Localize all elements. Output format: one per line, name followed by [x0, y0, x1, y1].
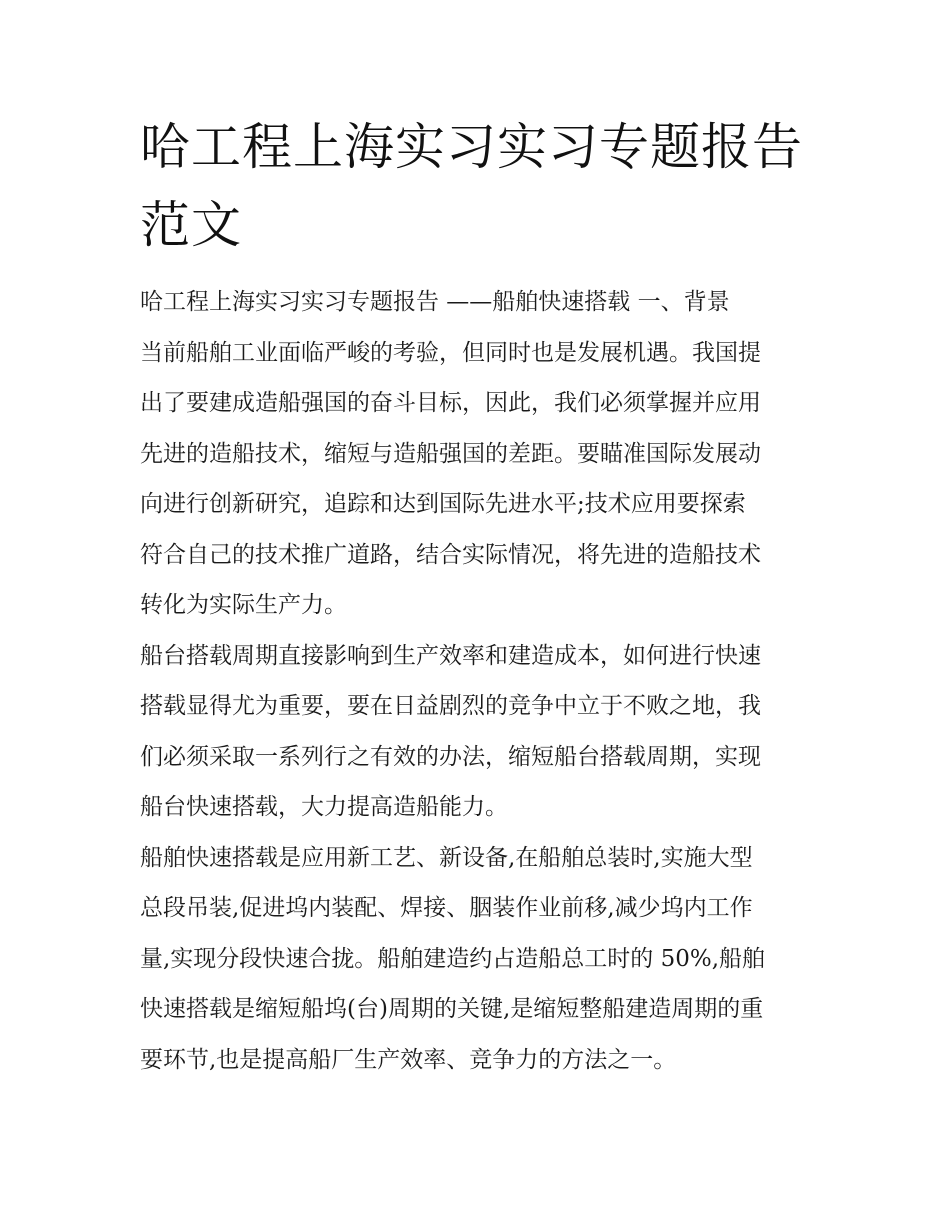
- body-line: 量,实现分段快速合拢。船舶建造约占造船总工时的 50%,船舶: [140, 945, 766, 972]
- body-line: 符合自己的技术推广道路，结合实际情况，将先进的造船技术: [140, 541, 761, 568]
- body-line: 哈工程上海实习实习专题报告 ——船舶快速搭载 一、背景: [140, 289, 730, 315]
- title-line-1: 哈工程上海实习实习专题报告: [140, 118, 803, 176]
- body-line: 们必须采取一系列行之有效的办法，缩短船台搭载周期，实现: [140, 743, 761, 770]
- body-line: 转化为实际生产力。: [140, 592, 347, 618]
- body-line: 总段吊装,促进坞内装配、焊接、胭装作业前移,减少坞内工作: [140, 895, 753, 921]
- title-line-2: 范文: [140, 196, 242, 254]
- body-line: 船台快速搭载，大力提高造船能力。: [140, 794, 508, 820]
- body-line: 当前船舶工业面临严峻的考验，但同时也是发展机遇。我国提: [140, 339, 761, 366]
- body-line: 船舶快速搭载是应用新工艺、新设备,在船舶总装时,实施大型: [140, 844, 753, 871]
- body-line: 搭载显得尤为重要，要在日益剧烈的竞争中立于不败之地，我: [140, 693, 761, 719]
- body-line: 先进的造船技术，缩短与造船强国的差距。要瞄准国际发展动: [140, 440, 761, 467]
- document-title: [140, 108, 840, 264]
- body-line: 要环节,也是提高船厂生产效率、竞争力的方法之一。: [140, 1046, 677, 1073]
- body-line: 向进行创新研究，追踪和达到国际先进水平;技术应用要探索: [140, 491, 746, 517]
- body-line: 船台搭载周期直接影响到生产效率和建造成本，如何进行快速: [140, 642, 761, 669]
- body-line: 快速搭载是缩短船坞(台)周期的关键,是缩短整船建造周期的重: [140, 996, 764, 1022]
- body-line: 出了要建成造船强国的奋斗目标，因此，我们必须掌握并应用: [140, 390, 761, 416]
- document-body: [140, 285, 815, 1077]
